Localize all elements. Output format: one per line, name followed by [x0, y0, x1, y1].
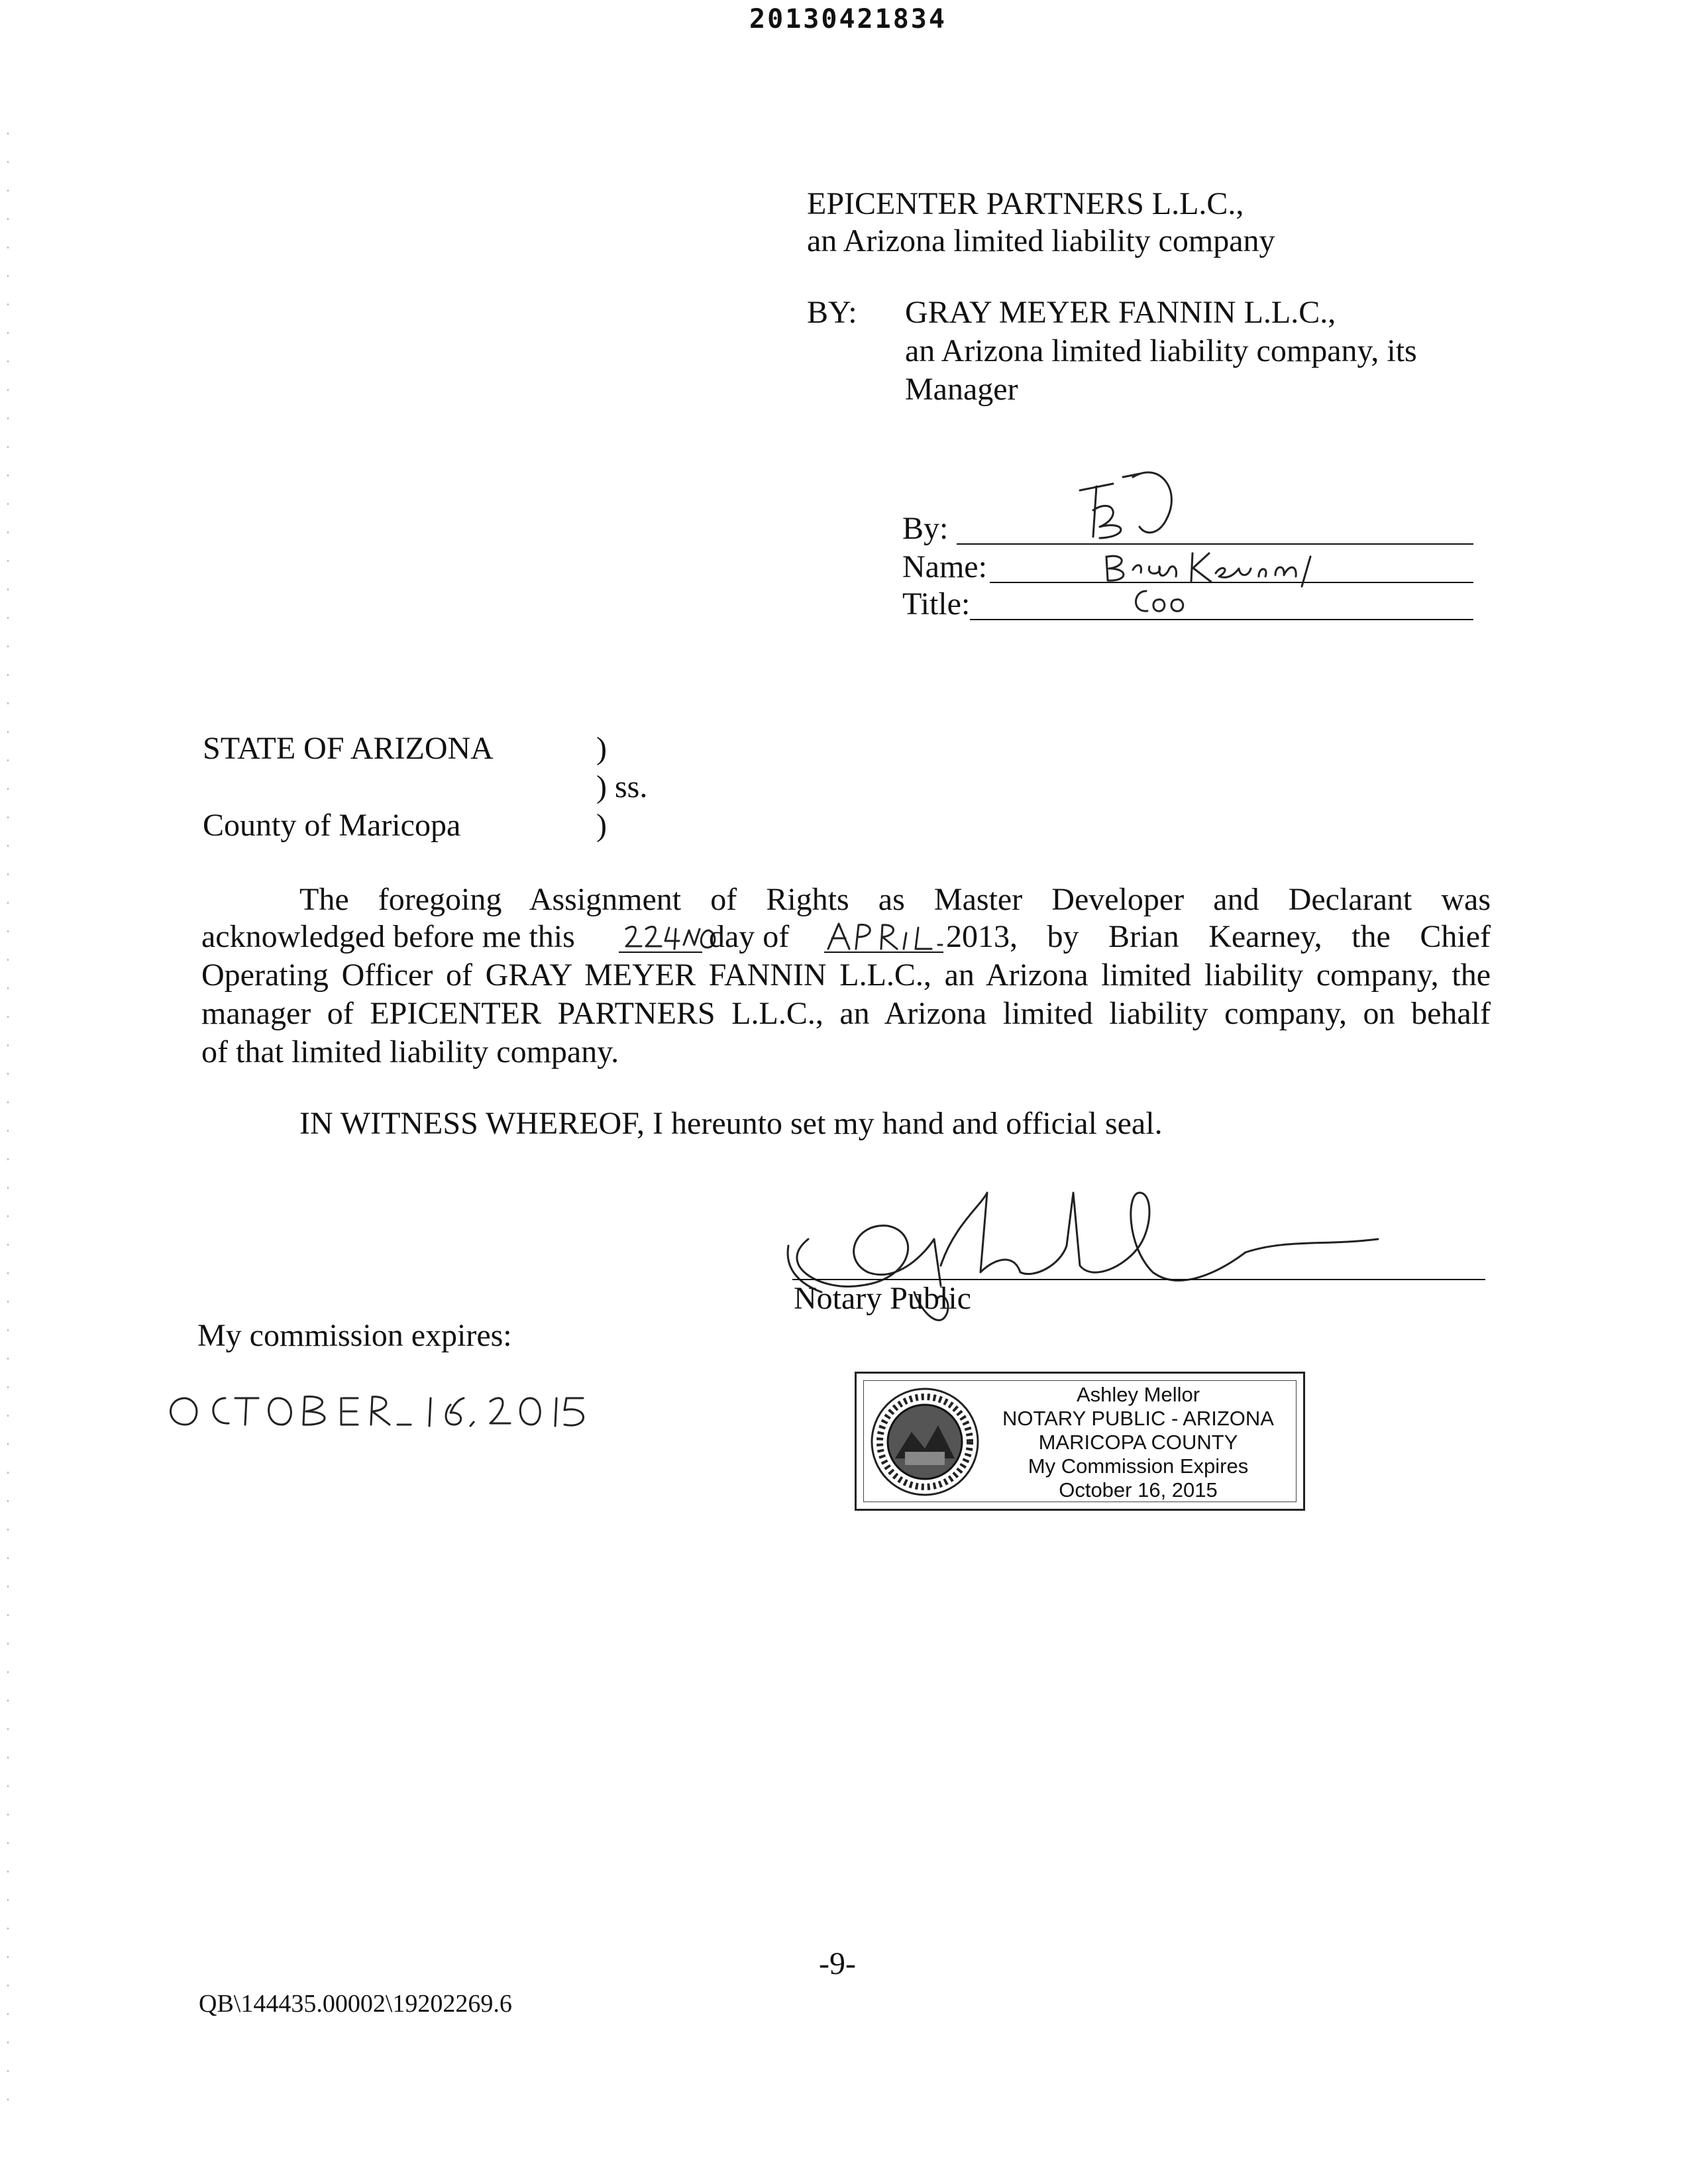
signatory-signature-icon: [1060, 464, 1206, 557]
manager-role: Manager: [905, 372, 1018, 407]
stamp-county: MARICOPA COUNTY: [1038, 1431, 1238, 1454]
by-label: BY:: [807, 295, 857, 330]
witness-clause: IN WITNESS WHEREOF, I hereunto set my hand and official seal.: [299, 1106, 1163, 1141]
arizona-state-seal-icon: [869, 1386, 981, 1498]
handwritten-day-icon: [623, 921, 722, 954]
venue-state: STATE OF ARIZONA: [203, 731, 494, 766]
acknowledgment-line-2-mid: day of: [709, 919, 790, 954]
name-field-label: Name:: [902, 549, 987, 584]
acknowledgment-line-1: The foregoing Assignment of Rights as Master Developer and Declarant was: [299, 882, 1491, 917]
stamp-commission-label: My Commission Expires: [1028, 1454, 1249, 1478]
acknowledgment-line-2-end: 2013, by Brian Kearney, the Chief: [946, 919, 1491, 954]
manager-name: GRAY MEYER FANNIN L.L.C.,: [905, 295, 1336, 330]
venue-paren-3: ): [596, 808, 607, 843]
venue-ss: ) ss.: [596, 769, 648, 804]
venue-paren-1: ): [596, 731, 607, 766]
acknowledgment-line-2-start: acknowledged before me this: [201, 919, 575, 954]
company-description: an Arizona limited liability company: [807, 223, 1275, 258]
title-field-label: Title:: [902, 586, 971, 622]
title-line: [970, 619, 1473, 620]
commission-expires-label: My commission expires:: [197, 1318, 512, 1353]
stamp-notary-name: Ashley Mellor: [1076, 1383, 1200, 1406]
acknowledgment-line-5: of that limited liability company.: [201, 1034, 619, 1069]
notary-public-label: Notary Public: [794, 1281, 971, 1316]
recording-number: 20130421834: [749, 4, 947, 34]
handwritten-expiry-icon: [159, 1378, 623, 1438]
manager-description: an Arizona limited liability company, its: [905, 333, 1417, 368]
acknowledgment-line-4: manager of EPICENTER PARTNERS L.L.C., an Arizona limited liability company, on behalf: [201, 996, 1491, 1031]
company-name: EPICENTER PARTNERS L.L.C.,: [807, 186, 1244, 221]
stamp-notary-title: NOTARY PUBLIC - ARIZONA: [1002, 1407, 1274, 1430]
by-field-label: By:: [902, 511, 949, 546]
acknowledgment-line-3: Operating Officer of GRAY MEYER FANNIN L.L.C., an Arizona limited liability company, the: [201, 957, 1491, 993]
notary-stamp: [855, 1372, 1305, 1511]
scan-margin-marks: [7, 133, 9, 2120]
document-id: QB\144435.00002\19202269.6: [199, 1990, 512, 2018]
handwritten-month-icon: [825, 920, 958, 954]
stamp-text: [982, 1383, 1294, 1502]
stamp-commission-date: October 16, 2015: [1059, 1478, 1218, 1502]
venue-county: County of Maricopa: [203, 808, 461, 843]
handwritten-title-icon: [1126, 583, 1219, 620]
page-number: -9-: [819, 1946, 856, 1981]
